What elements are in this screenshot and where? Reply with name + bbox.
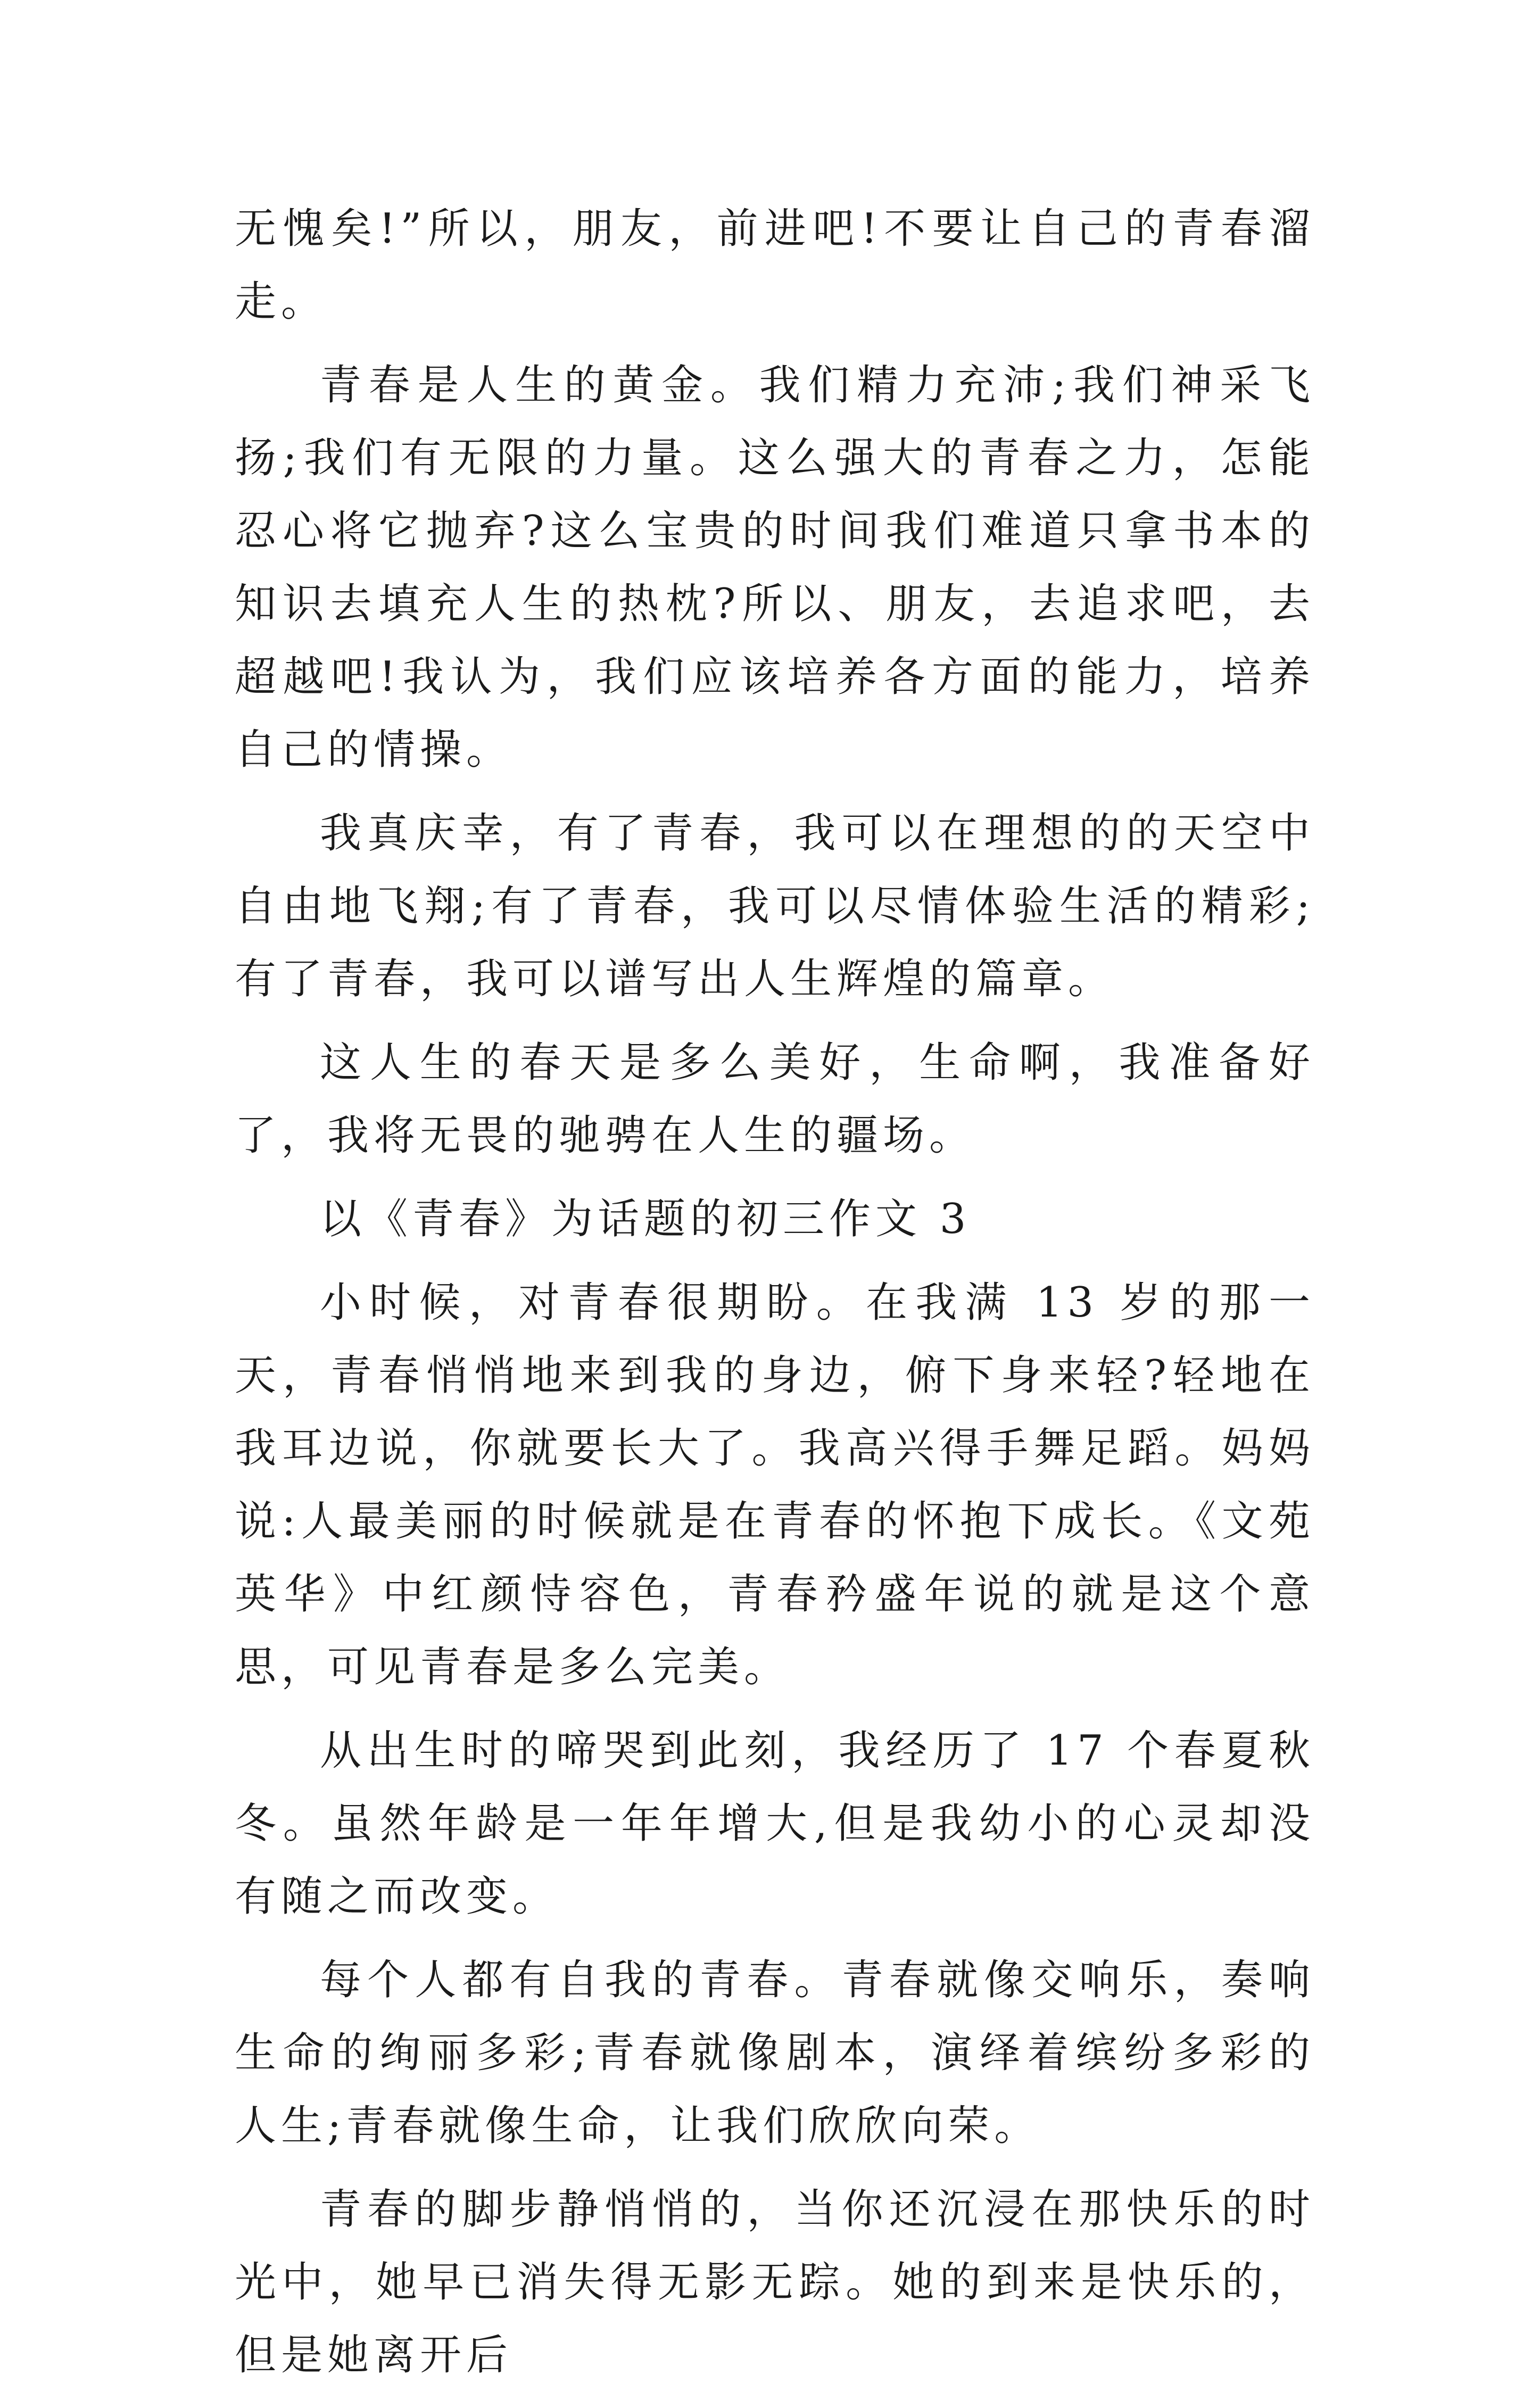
paragraph-gap xyxy=(235,1704,1315,1715)
paragraph-gap xyxy=(235,2163,1315,2173)
paragraph-everyone-youth: 每个人都有自我的青春。青春就像交响乐，奏响生命的绚丽多彩;青春就像剧本，演绎着缤纷多彩的人生;青春就像生命，让我们欣欣向荣。 xyxy=(235,1956,1315,2150)
paragraph-seventeen-years: 从出生时的啼哭到此刻，我经历了 17 个春夏秋冬。虽然年龄是一年年增大,但是我幼小的心灵却没有随之而改变。 xyxy=(235,1727,1315,1921)
paragraph-spring-of-life: 这人生的春天是多么美好，生命啊，我准备好了，我将无畏的驰骋在人生的疆场。 xyxy=(235,1039,1315,1160)
paragraph-gap xyxy=(235,338,1315,349)
paragraph-gap xyxy=(235,1172,1315,1183)
paragraph-fortunate: 我真庆幸，有了青春，我可以在理想的的天空中自由地飞翔;有了青春，我可以尽情体验生活的精彩;有了青春，我可以谱写出人生辉煌的篇章。 xyxy=(235,809,1315,1003)
paragraph-gap xyxy=(235,1933,1315,1944)
paragraph-gap xyxy=(235,787,1315,797)
paragraph-childhood: 小时候，对青春很期盼。在我满 13 岁的那一天，青春悄悄地来到我的身边，俯下身来轻?轻地在我耳边说，你就要长大了。我高兴得手舞足蹈。妈妈说:人最美丽的时候就是在青春的怀抱下成长。《文苑英华》中红颜恃容色，青春矜盛年说的就是这个意思，可见青春是多么完美。 xyxy=(235,1279,1315,1691)
essay-heading: 以《青春》为话题的初三作文 3 xyxy=(320,1195,971,1243)
paragraph-gap xyxy=(235,1016,1315,1027)
paragraph-gap xyxy=(235,1256,1315,1267)
paragraph-continuation: 无愧矣!”所以，朋友，前进吧!不要让自己的青春溜走。 xyxy=(235,205,1315,326)
paragraph-footsteps: 青春的脚步静悄悄的，当你还沉浸在那快乐的时光中，她早已消失得无影无踪。她的到来是快乐的，但是她离开后 xyxy=(235,2186,1315,2379)
paragraph-youth-gold: 青春是人生的黄金。我们精力充沛;我们神采飞扬;我们有无限的力量。这么强大的青春之力，怎能忍心将它抛弃?这么宝贵的时间我们难道只拿书本的知识去填充人生的热枕?所以、朋友，去追求吧，去超越吧!我认为，我们应该培养各方面的能力，培养自己的情操。 xyxy=(235,361,1315,774)
essay-text-column xyxy=(235,193,1315,2392)
